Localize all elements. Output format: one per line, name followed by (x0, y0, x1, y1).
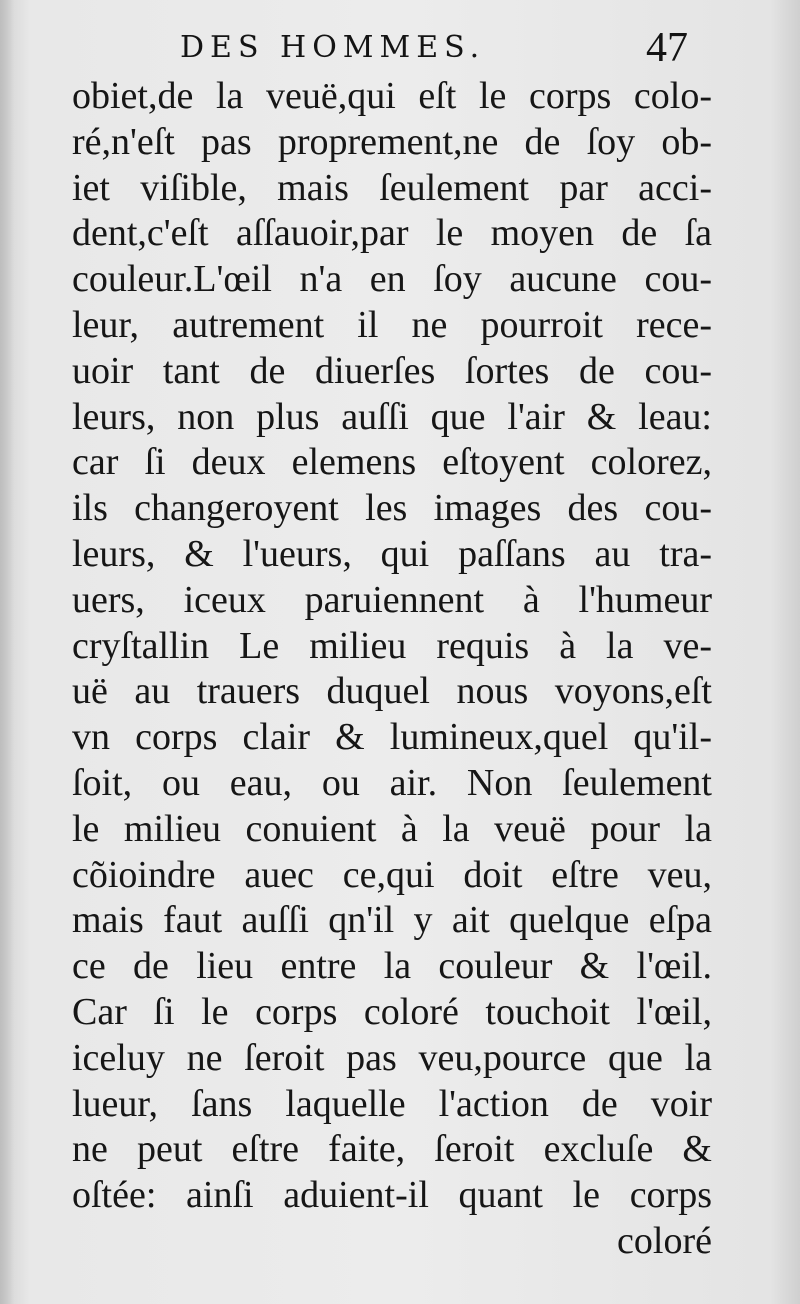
text-line: iceluy ne ſeroit pas veu,pource que la (72, 1036, 712, 1079)
text-line: le milieu conuient à la veuë pour la (72, 807, 712, 850)
catchword: coloré (617, 1219, 712, 1262)
text-line: mais faut auſſi qn'il y ait quelque eſpa (72, 899, 712, 942)
text-line: ré,n'eſt pas proprement,ne de ſoy ob- (72, 120, 712, 163)
text-line: leurs, non plus auſſi que l'air & leau: (72, 395, 712, 438)
text-line: lueur, ſans laquelle l'action de voir (72, 1082, 712, 1125)
text-line: cryſtallin Le milieu requis à la ve- (72, 624, 712, 667)
text-line: uoir tant de diuerſes ſortes de cou- (72, 349, 712, 392)
text-line: leurs, & l'ueurs, qui paſſans au tra- (72, 532, 712, 575)
text-line: uë au trauers duquel nous voyons,eſt (72, 670, 712, 713)
text-line: dent,c'eſt aſſauoir,par le moyen de ſa (72, 212, 712, 255)
text-line: ne peut eſtre faite, ſeroit excluſe & (72, 1128, 712, 1171)
text-line: iet viſible, mais ſeulement par acci- (72, 166, 712, 209)
text-line: vn corps clair & lumineux,quel qu'il- (72, 716, 712, 759)
body-text (72, 74, 712, 1265)
text-line: obiet,de la veuë,qui eſt le corps colo- (72, 75, 712, 117)
page-number: 47 (646, 25, 688, 71)
text-line: ce de lieu entre la couleur & l'œil. (72, 945, 712, 988)
gutter-shadow (0, 0, 14, 1304)
text-line: ils changeroyent les images des cou- (72, 487, 712, 530)
text-line: oſtée: ainſi aduient-il quant le corps (72, 1174, 712, 1217)
page-header (0, 24, 800, 74)
text-line: leur, autrement il ne pourroit rece- (72, 303, 712, 346)
text-line: ſoit, ou eau, ou air. Non ſeulement (72, 761, 712, 804)
text-line: Car ſi le corps coloré touchoit l'œil, (72, 990, 712, 1033)
text-line: uers, iceux paruiennent à l'humeur (72, 578, 712, 621)
text-line: car ſi deux elemens eſtoyent colorez, (72, 441, 712, 484)
text-line: couleur.L'œil n'a en ſoy aucune cou- (72, 258, 712, 301)
running-title: DES HOMMES. (180, 30, 486, 65)
text-line: cõioindre auec ce,qui doit eſtre veu, (72, 853, 712, 896)
